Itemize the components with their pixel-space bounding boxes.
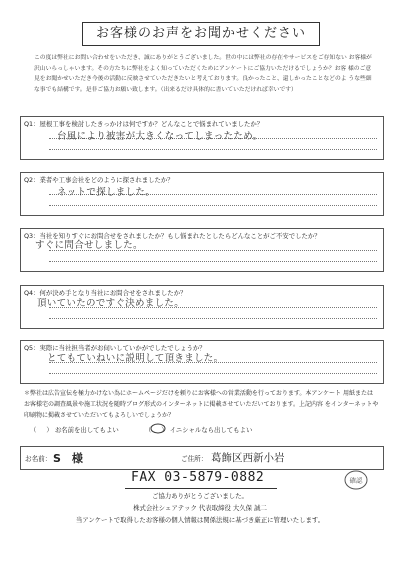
name-label: お名前： [25,455,52,463]
name-value: S 様 [53,452,83,465]
answer-line [49,149,377,150]
publication-notice: ＊弊社は広告宣伝を極力かけない為にホームページだけを頼りにお客様への営業活動を行っております。本アンケート 用紙または お客様宅の調査風景や施工状況を随時ブログ形式のインターネットに掲載させていただいております。上記内容 をインターネットや印刷物に掲載させていただいてもよろしいでしょうか？ [24,390,379,419]
question-box-1 [20,116,384,160]
question-1-label: Q1：屋根工事を検討したきっかけは何ですか？どんなことで悩まれていましたか？ [24,120,264,128]
stamp-icon [344,470,368,490]
answer-line [49,318,377,319]
company-text: 株式会社シェアテック 代表取締役 大久保 誠二 [133,504,267,512]
question-3-answer: すぐに問合せしました。 [35,240,143,251]
svg-text:確認: 確認 [349,476,363,485]
consent-option-initial[interactable]: イニシャルなら出してもよい [169,426,253,434]
question-5-answer: とてもていねいに説明して頂きました。 [47,353,224,364]
question-2-answer: ネットで探しました。 [57,187,156,198]
name-address-box [20,446,384,470]
address-value: 葛飾区西新小岩 [211,452,285,464]
answer-line [49,261,377,262]
consent-paren-close: ） [161,426,168,434]
check-circle-icon [150,423,166,434]
fax-number: FAX 03-5879-0882 [131,470,265,485]
intro-text: この度は弊社にお問い合わせをいただき、誠にありがとうございました。世の中には弊社の存在やサービスをご存知ない お客様が沢山いらっしゃいます。その方たちに弊社をよく知っていただくためにアンケートにご協力いただけるでしょうか？お客 様のご意見をお聞かせいただき今後の活動に反映させていただきたいと考えております。良かったこと、還しかったことなどのよ うな些細な事でも結構です。是非ご協力お願い致します。（出来るだけ具体的に書いていただければ幸いです） [34,55,372,93]
question-box-2 [20,172,384,216]
question-5-label: Q5：実際に当社担当者がお伺いしていかがでしたでしょうか？ [24,344,206,352]
question-box-5 [20,340,384,384]
consent-option-name[interactable]: お名前を出してもよい [54,426,119,434]
answer-line [49,373,377,374]
question-box-4 [20,285,384,329]
fax-underline [125,488,277,489]
address-label: ご住所： [181,455,208,463]
consent-paren-open: （ [144,426,152,434]
confirmation-stamp [344,470,368,490]
page-title: お客様のお声をお聞かせください [82,22,320,46]
answer-line [49,205,377,206]
privacy-text: 当アンケートで取得したお客様の個人情報は関係法規に基づき厳正に管理いたします。 [75,516,325,524]
consent-paren-close: ） [46,426,53,434]
question-3-label: Q3：当社を知りすぐにお問合せをされましたか？もし悩まれたとしたらどんなことがご不安でしたか？ [24,232,321,240]
thanks-text: ご協力ありがとうございました。 [152,492,248,500]
question-1-answer: 台風により被害が大きくなってしまったため。 [57,131,263,142]
consent-options [30,425,252,434]
consent-paren-open: （ [30,426,37,434]
question-4-label: Q4：何が決め手となり当社にお問合せをされましたか？ [24,289,187,297]
question-2-label: Q2：業者や工事会社をどのように探されましたか？ [24,176,174,184]
question-4-answer: 頂いていたのですぐ決めました。 [37,298,185,309]
question-box-3 [20,228,384,272]
